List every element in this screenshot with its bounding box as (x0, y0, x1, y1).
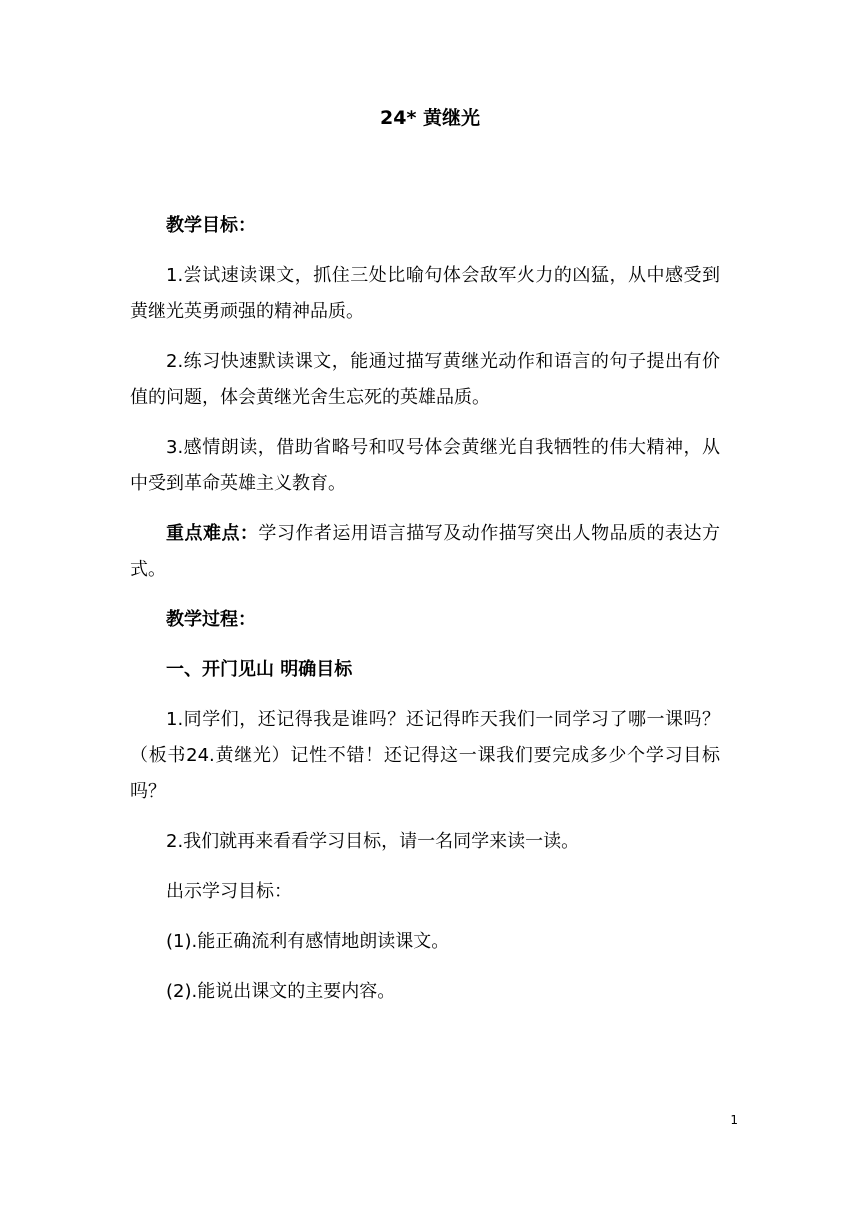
objective-item: 1.尝试速读课文，抓住三处比喻句体会敌军火力的凶猛，从中感受到黄继光英勇顽强的精神品质。 (130, 265, 720, 322)
section-paragraph: (2).能说出课文的主要内容。 (166, 981, 396, 1002)
section-heading: 一、开门见山 明确目标 (166, 659, 353, 680)
key-points-text: 学习作者运用语言描写及动作描写突出人物品质的表达方式。 (130, 523, 721, 580)
page-number: 1 (730, 1113, 738, 1127)
section-paragraph: 1.同学们，还记得我是谁吗？还记得昨天我们一同学习了哪一课吗？（板书24.黄继光）记性不错！还记得这一课我们要完成多少个学习目标吗？ (130, 709, 720, 802)
key-points-label: 重点难点： (166, 523, 259, 544)
document-body (130, 208, 720, 1024)
process-heading: 教学过程： (166, 609, 256, 630)
objectives-heading: 教学目标： (166, 215, 256, 236)
section-paragraph: (1).能正确流利有感情地朗读课文。 (166, 931, 450, 952)
objective-item: 2.练习快速默读课文，能通过描写黄继光动作和语言的句子提出有价值的问题，体会黄继光舍生忘死的英雄品质。 (130, 351, 720, 408)
page-title: 24* 黄继光 (380, 107, 480, 129)
section-paragraph: 2.我们就再来看看学习目标，请一名同学来读一读。 (166, 831, 580, 852)
key-points-paragraph (130, 516, 720, 588)
section-paragraph: 出示学习目标： (166, 881, 292, 902)
objective-item: 3.感情朗读，借助省略号和叹号体会黄继光自我牺牲的伟大精神，从中受到革命英雄主义教育。 (130, 437, 720, 494)
